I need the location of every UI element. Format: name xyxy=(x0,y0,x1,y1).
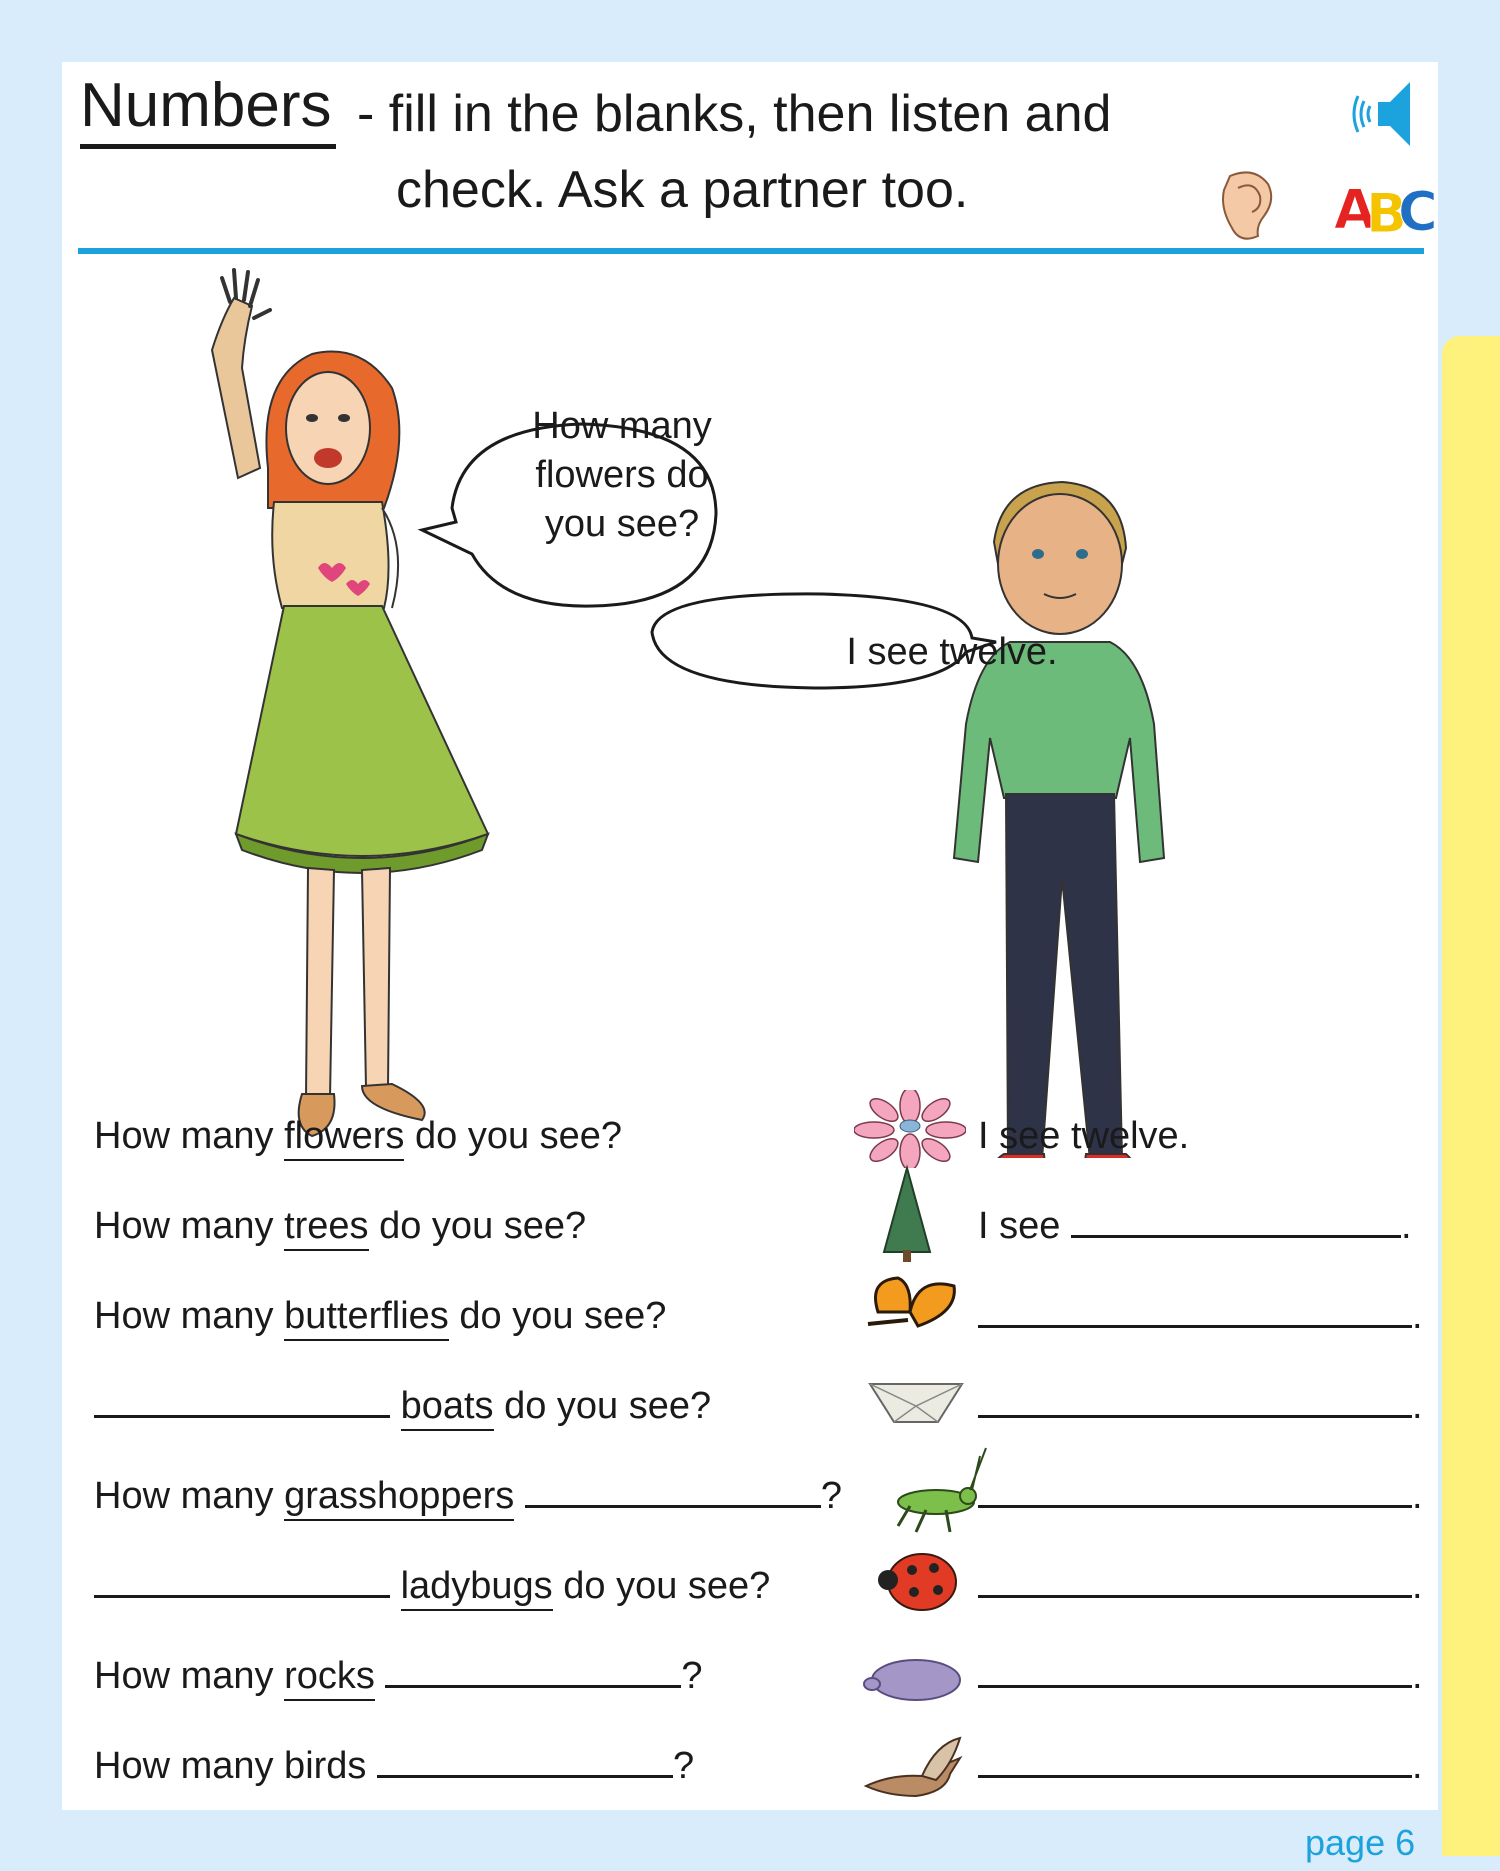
page-number: page 6 xyxy=(1305,1822,1416,1863)
abc-logo xyxy=(1332,174,1442,240)
question-blank[interactable] xyxy=(94,1381,390,1418)
boy-speech-text: I see twelve. xyxy=(846,631,1058,673)
question-blank[interactable] xyxy=(525,1471,821,1508)
header-divider xyxy=(78,248,1424,254)
abc-letter-b: B xyxy=(1366,182,1408,240)
question-end: ? xyxy=(681,1655,703,1697)
answer-row-2 xyxy=(978,1198,1412,1254)
question-blank[interactable] xyxy=(377,1741,673,1778)
answer-row-4 xyxy=(978,1378,1423,1434)
answer-row-3 xyxy=(978,1288,1423,1344)
question-noun: trees xyxy=(284,1205,368,1251)
question-noun: boats xyxy=(401,1385,494,1431)
question-prefix: How many xyxy=(94,1655,285,1697)
answer-row-7 xyxy=(978,1648,1423,1704)
question-end: ? xyxy=(672,1745,695,1787)
answer-row-6 xyxy=(978,1558,1423,1614)
answer-end: . xyxy=(1412,1295,1423,1337)
title-line-2: check. Ask a partner too. xyxy=(396,161,969,219)
answer-prefix: I see xyxy=(978,1205,1061,1247)
question-noun: grasshoppers xyxy=(284,1475,514,1521)
question-prefix: How many xyxy=(94,1205,285,1247)
girl-speech-line-1: How many xyxy=(532,405,712,447)
butterfly-icon xyxy=(858,1272,962,1342)
question-prefix: How many xyxy=(94,1115,285,1157)
title-line-1: - fill in the blanks, then listen and xyxy=(357,85,1112,143)
answer-row-1 xyxy=(978,1108,1189,1164)
question-prefix: How many birds xyxy=(94,1745,367,1787)
answer-end: . xyxy=(1412,1385,1423,1427)
paper-boat-icon xyxy=(868,1378,964,1432)
answer-blank[interactable] xyxy=(1071,1201,1401,1238)
answer-end: . xyxy=(1412,1565,1423,1607)
answer-end: . xyxy=(1412,1475,1423,1517)
ladybug-icon xyxy=(874,1548,960,1614)
answer-end: . xyxy=(1400,1205,1412,1247)
answer-row-8 xyxy=(978,1738,1423,1794)
ear-icon xyxy=(1210,166,1282,242)
question-noun: rocks xyxy=(284,1655,375,1701)
question-row-7 xyxy=(94,1648,703,1704)
answer-blank[interactable] xyxy=(978,1291,1412,1328)
worksheet xyxy=(62,62,1438,1810)
question-noun: butterflies xyxy=(284,1295,449,1341)
question-suffix: do you see? xyxy=(448,1295,667,1337)
girl-illustration xyxy=(212,270,488,1136)
girl-speech-line-3: you see? xyxy=(544,503,700,545)
question-noun: flowers xyxy=(284,1115,404,1161)
answer-blank[interactable] xyxy=(978,1381,1412,1418)
question-row-3 xyxy=(94,1288,666,1344)
girl-speech-line-2: flowers do xyxy=(535,454,709,496)
rock-icon xyxy=(860,1652,964,1708)
question-suffix: do you see? xyxy=(493,1385,712,1427)
question-prefix: How many xyxy=(94,1475,285,1517)
answer-end: . xyxy=(1412,1655,1423,1697)
question-suffix: do you see? xyxy=(552,1565,771,1607)
abc-letter-a: A xyxy=(1334,178,1376,240)
grasshopper-icon xyxy=(886,1446,990,1536)
speaker-icon[interactable] xyxy=(1344,74,1426,154)
answer-blank[interactable] xyxy=(978,1651,1412,1688)
question-blank[interactable] xyxy=(94,1561,390,1598)
answer-blank[interactable] xyxy=(978,1741,1412,1778)
question-blank[interactable] xyxy=(385,1651,681,1688)
girl-speech-text xyxy=(462,402,782,549)
question-suffix: do you see? xyxy=(404,1115,623,1157)
boy-illustration xyxy=(954,482,1164,1158)
question-row-8 xyxy=(94,1738,694,1794)
question-row-4 xyxy=(94,1378,711,1434)
answer-blank[interactable] xyxy=(978,1471,1412,1508)
answer-blank[interactable] xyxy=(978,1561,1412,1598)
answer-end: . xyxy=(1412,1745,1423,1787)
question-row-2 xyxy=(94,1198,586,1254)
question-row-5 xyxy=(94,1468,842,1524)
question-noun: ladybugs xyxy=(401,1565,553,1611)
abc-letter-c: C xyxy=(1398,180,1438,240)
tree-icon xyxy=(872,1164,942,1264)
question-prefix: How many xyxy=(94,1295,285,1337)
bird-icon xyxy=(862,1734,966,1810)
side-tab xyxy=(1442,336,1500,1856)
question-row-6 xyxy=(94,1558,770,1614)
illustration xyxy=(62,258,1438,1158)
question-row-1 xyxy=(94,1108,622,1164)
question-suffix: do you see? xyxy=(368,1205,587,1247)
title-word: Numbers xyxy=(80,68,336,149)
answer-row-5 xyxy=(978,1468,1423,1524)
answer-text: I see twelve. xyxy=(978,1115,1190,1157)
flower-icon xyxy=(854,1090,966,1168)
question-end: ? xyxy=(820,1475,843,1517)
